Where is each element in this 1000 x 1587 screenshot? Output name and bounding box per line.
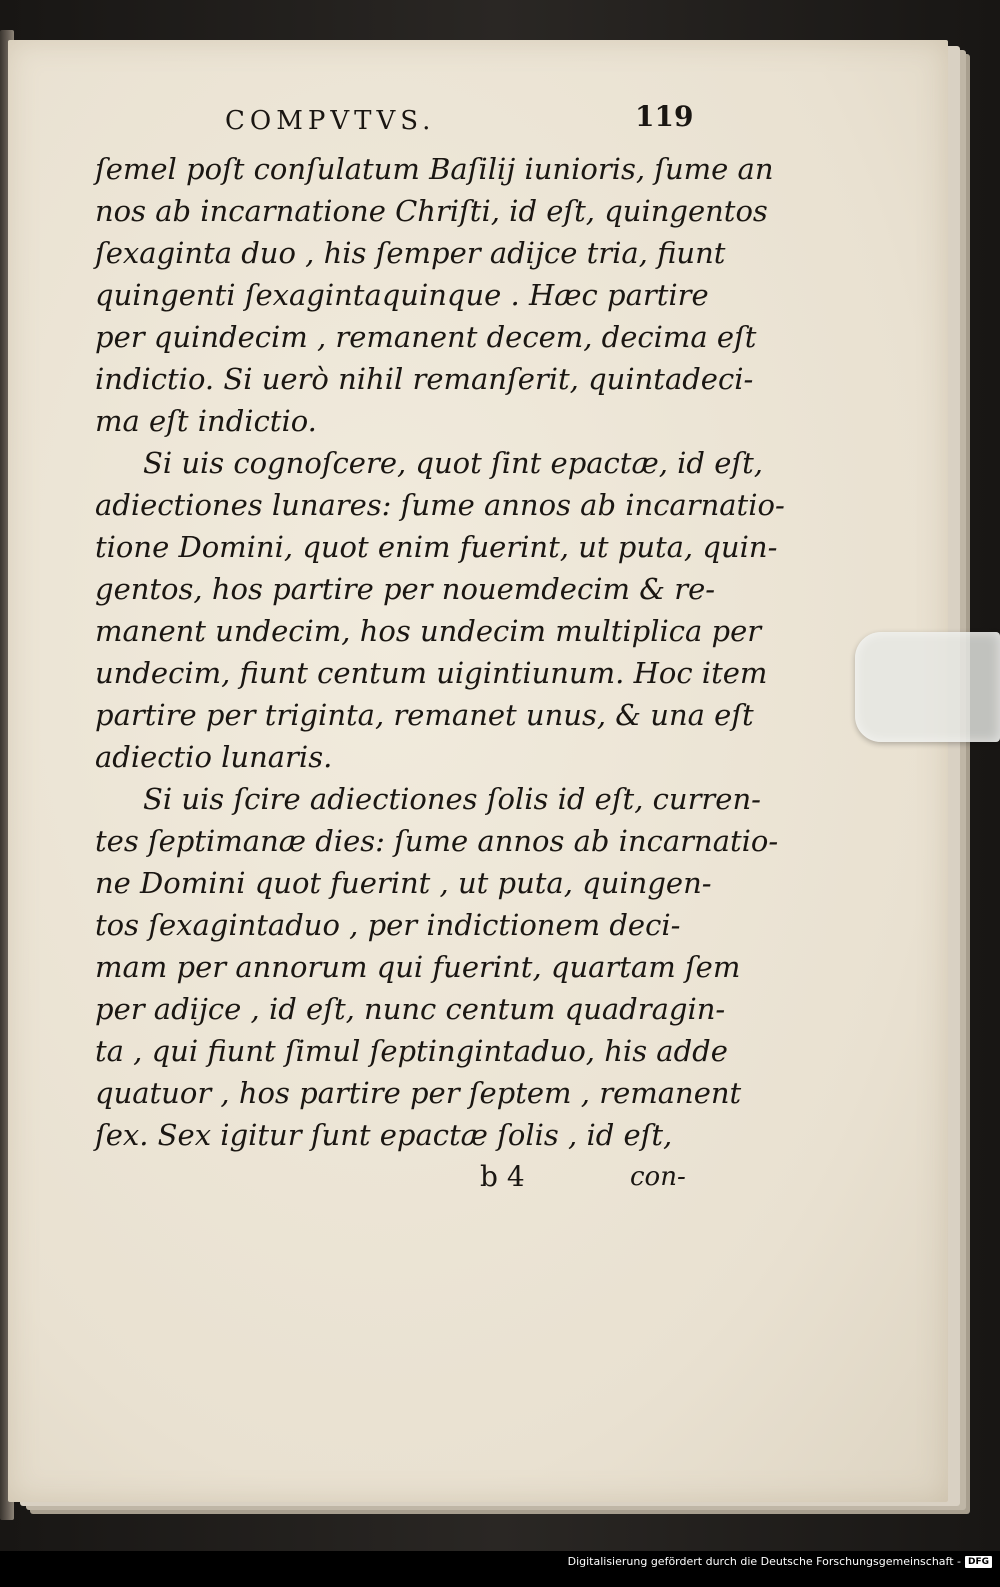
text-line: manent undecim, hos undecim multiplica per <box>95 614 762 648</box>
text-line: undecim, fiunt centum uigintiunum. Hoc item <box>95 656 768 690</box>
text-line: tione Domini, quot enim fuerint, ut puta, quin- <box>95 530 778 564</box>
text-line: per quindecim , remanent decem, decima eſt <box>95 320 757 354</box>
catchword: con- <box>630 1162 686 1192</box>
text-line: partire per triginta, remanet unus, & una eſt <box>95 698 754 732</box>
text-line: ſexaginta duo , his ſemper adijce tria, fiunt <box>95 236 726 270</box>
dfg-logo: DFG <box>965 1556 992 1568</box>
text-line: per adijce , id eſt, nunc centum quadragin- <box>95 992 726 1026</box>
text-line: quatuor , hos partire per ſeptem , remanent <box>95 1076 742 1110</box>
text-line: tos ſexagintaduo , per indictionem deci- <box>95 908 681 942</box>
text-line: ma eſt indictio. <box>95 404 317 438</box>
text-line: adiectiones lunares: ſume annos ab incarnatio- <box>95 488 785 522</box>
page-number: 119 <box>635 100 694 133</box>
page-text <box>95 100 785 1198</box>
text-line: indictio. Si uerò nihil remanſerit, quintadeci- <box>95 362 754 396</box>
text-line: ſemel poſt conſulatum Baſilij iunioris, ſume an <box>95 152 774 186</box>
page-marker-tab <box>855 632 1000 742</box>
digitization-credit <box>568 1555 992 1568</box>
text-line: nos ab incarnatione Chriſti, id eſt, quingentos <box>95 194 768 228</box>
text-line: tes ſeptimanæ dies: ſume annos ab incarnatio- <box>95 824 779 858</box>
running-head: COMPVTVS. <box>225 106 436 136</box>
page-header <box>95 100 715 148</box>
text-line: gentos, hos partire per nouemdecim & re- <box>95 572 716 606</box>
text-line: ſex. Sex igitur ſunt epactæ ſolis , id eſt, <box>95 1118 673 1152</box>
signature-mark: b 4 <box>480 1160 525 1193</box>
page-footer <box>95 1156 715 1198</box>
text-line: quingenti ſexagintaquinque . Hæc partire <box>95 278 709 312</box>
text-line: ne Domini quot fuerint , ut puta, quingen- <box>95 866 712 900</box>
text-line: Si uis ſcire adiectiones ſolis id eſt, curren- <box>143 782 761 816</box>
text-line: Si uis cognoſcere, quot ſint epactæ, id eſt, <box>143 446 763 480</box>
text-line: ta , qui fiunt ſimul ſeptingintaduo, his adde <box>95 1034 728 1068</box>
credit-text: Digitalisierung gefördert durch die Deutsche Forschungsgemeinschaft - <box>567 1555 961 1568</box>
text-line: mam per annorum qui fuerint, quartam ſem <box>95 950 741 984</box>
text-line: adiectio lunaris. <box>95 740 333 774</box>
